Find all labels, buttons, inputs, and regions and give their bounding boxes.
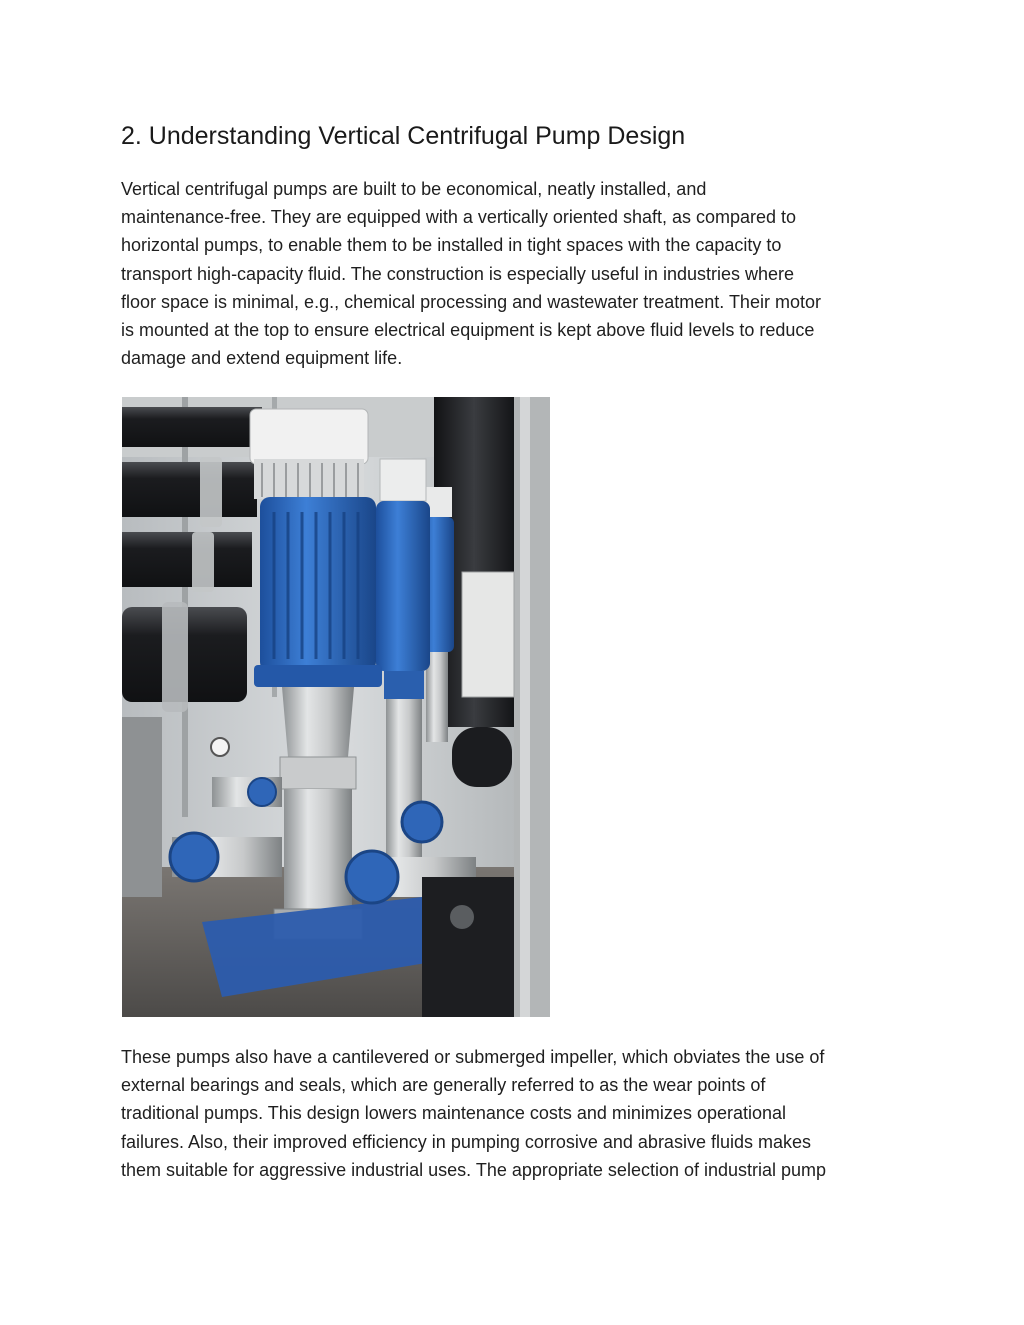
paragraph-line: traditional pumps. This design lowers maintenance costs and minimizes operational xyxy=(121,1103,787,1124)
intro-paragraph xyxy=(121,175,911,372)
paragraph-line: These pumps also have a cantilevered or submerged impeller, which obviates the use of xyxy=(121,1047,825,1067)
paragraph-line: floor space is minimal, e.g., chemical processing and wastewater treatment. Their motor xyxy=(121,291,821,312)
paragraph-line: damage and extend equipment life. xyxy=(121,348,403,369)
paragraph-line: failures. Also, their improved efficiency in pumping corrosive and abrasive fluids makes xyxy=(121,1131,811,1152)
paragraph-line: Vertical centrifugal pumps are built to be economical, neatly installed, and xyxy=(121,179,707,199)
pump-illustration xyxy=(122,397,550,1017)
section-heading: 2. Understanding Vertical Centrifugal Pump Design xyxy=(121,122,686,150)
paragraph-line: external bearings and seals, which are generally referred to as the wear points of xyxy=(121,1075,766,1096)
paragraph-line: maintenance-free. They are equipped with a vertically oriented shaft, as compared to xyxy=(121,207,797,228)
paragraph-line: transport high-capacity fluid. The construction is especially useful in industries where xyxy=(121,263,795,284)
paragraph-line: them suitable for aggressive industrial uses. The appropriate selection of industrial pump xyxy=(121,1159,827,1180)
body-paragraph xyxy=(121,1043,911,1184)
paragraph-line: is mounted at the top to ensure electrical equipment is kept above fluid levels to reduce xyxy=(121,320,815,341)
pump-photo xyxy=(122,397,550,1017)
paragraph-line: horizontal pumps, to enable them to be installed in tight spaces with the capacity to xyxy=(121,235,782,256)
